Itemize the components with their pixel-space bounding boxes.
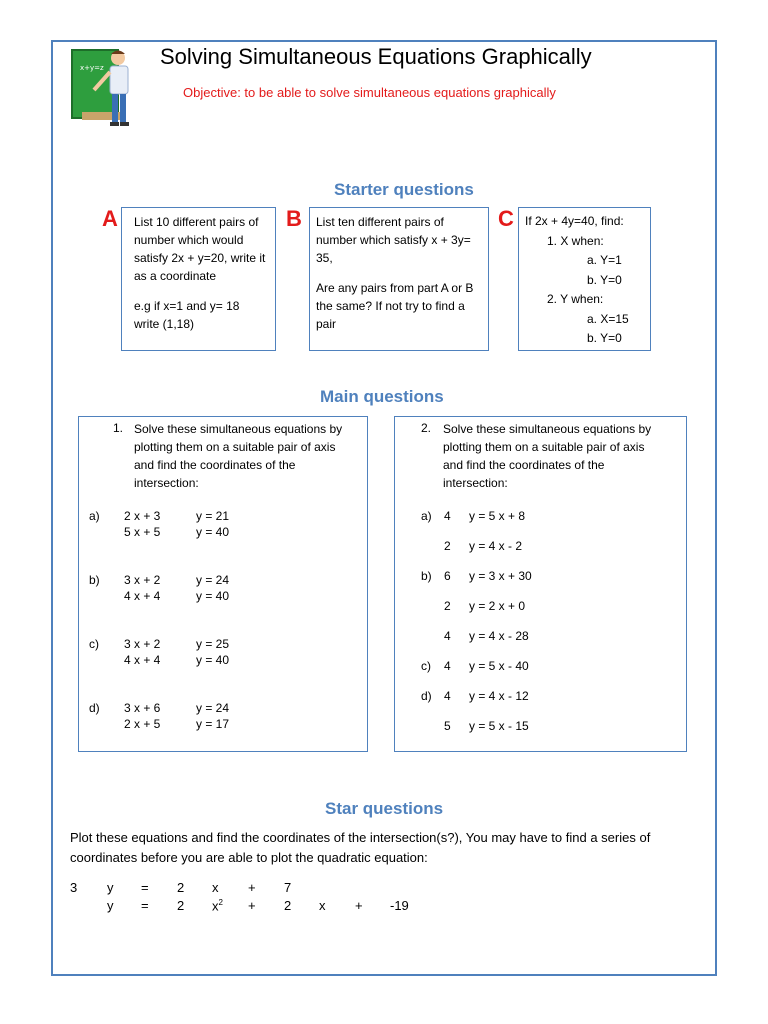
teacher-clipart-icon — [70, 44, 142, 128]
objective: Objective: to be able to solve simultaneous equations graphically — [183, 85, 556, 100]
q2-row-label: d) — [421, 689, 432, 703]
q1-number: 1. — [113, 421, 124, 435]
starter-letter-b: B — [286, 206, 302, 231]
star-text: Plot these equations and find the coordinates of the intersection(s?), You may have to find a series of coordinates before you are able to plot the quadratic equation: — [70, 830, 651, 865]
q1-eq-right: y = 40 — [196, 653, 230, 667]
starter-a-example: write (1,18) — [134, 317, 195, 331]
q1-item-label: d) — [89, 701, 100, 715]
starter-a-line: List 10 different pairs of — [134, 215, 259, 229]
q2-row-label: a) — [421, 509, 432, 523]
starter-c-q2a: a. X=15 — [587, 311, 629, 326]
q1-eq-left: 3 x + 2 — [124, 573, 161, 587]
starter-box-c — [518, 207, 651, 351]
q2-row-coef: 5 — [444, 719, 451, 733]
q1-eq-left: 2 x + 3 — [124, 509, 161, 523]
svg-text:x+y=z: x+y=z — [80, 64, 104, 72]
star-eq1-term: 2 — [177, 880, 185, 895]
starter-b-more: Are any pairs from part A or B — [316, 281, 474, 295]
star-eq2-term: $x^2$ — [212, 898, 223, 914]
starter-box-b — [309, 207, 489, 351]
starter-a-line: as a coordinate — [134, 269, 217, 283]
star-eq2-term: y — [107, 898, 114, 913]
q1-item-label: c) — [89, 637, 99, 651]
starter-c-q2: 2. Y when: — [547, 292, 604, 306]
star-eq2-term: = — [141, 898, 149, 913]
starter-a-line: number which would — [134, 233, 244, 247]
starter-c-q1b: b. Y=0 — [587, 272, 622, 287]
star-eq2-term: x — [319, 898, 326, 913]
q1-eq-left: 3 x + 2 — [124, 637, 161, 651]
q1-eq-right: y = 21 — [196, 509, 230, 523]
q2-row-coef: 4 — [444, 629, 451, 643]
q1-item-label: b) — [89, 573, 100, 587]
starter-b-line: 35, — [316, 251, 333, 265]
q2-row-eq: y = 5 x + 8 — [469, 509, 526, 523]
q2-row-coef: 2 — [444, 599, 451, 613]
q2-row-coef: 4 — [444, 659, 451, 673]
starter-heading: Starter questions — [334, 180, 474, 199]
starter-c-q2b: b. Y=0 — [587, 331, 622, 345]
q1-eq-left: 3 x + 6 — [124, 701, 161, 715]
starter-c-intro: If 2x + 4y=40, find: — [525, 214, 624, 228]
main-box-q2 — [394, 416, 687, 752]
q2-row-eq: y = 5 x - 40 — [469, 659, 529, 673]
q2-row-label: b) — [421, 569, 432, 583]
star-eq1-term: 7 — [284, 880, 292, 895]
star-eq2-term: + — [248, 898, 256, 913]
q2-row-eq: y = 4 x - 28 — [469, 629, 529, 643]
q2-row-coef: 4 — [444, 509, 451, 523]
q1-eq-left: 4 x + 4 — [124, 653, 161, 667]
star-eq2-term: 2 — [284, 898, 292, 913]
q1-eq-right: y = 24 — [196, 573, 230, 587]
star-eq1-term: + — [248, 880, 256, 895]
q2-number: 2. — [421, 421, 432, 435]
q2-row-coef: 2 — [444, 539, 451, 553]
q2-text: and find the coordinates of the — [443, 458, 605, 472]
q2-row-eq: y = 4 x - 12 — [469, 689, 529, 703]
starter-c-q1a: a. Y=1 — [587, 253, 622, 267]
q1-text: intersection: — [134, 476, 199, 490]
star-heading: Star questions — [325, 799, 444, 818]
page-title: Solving Simultaneous Equations Graphically — [160, 44, 592, 69]
starter-b-line: List ten different pairs of — [316, 215, 444, 229]
starter-b-more: pair — [316, 317, 337, 331]
q2-text: intersection: — [443, 476, 508, 490]
main-heading: Main questions — [320, 387, 444, 406]
starter-a-line: satisfy 2x + y=20, write it — [134, 251, 266, 265]
q1-text: and find the coordinates of the — [134, 458, 296, 472]
q2-row-eq: y = 2 x + 0 — [469, 599, 526, 613]
star-eq2-exponent: 2 — [218, 898, 223, 907]
q1-eq-left: 2 x + 5 — [124, 717, 161, 731]
q1-eq-right: y = 40 — [196, 589, 230, 603]
star-eq2-term: + — [355, 898, 363, 913]
q2-row-coef: 6 — [444, 569, 451, 583]
q2-row-eq: y = 4 x - 2 — [469, 539, 523, 553]
q1-eq-left: 4 x + 4 — [124, 589, 161, 603]
starter-letter-c: C — [498, 206, 514, 231]
star-eq1-term: 3 — [70, 880, 78, 895]
q2-row-label: c) — [421, 659, 431, 673]
q2-row-eq: y = 5 x - 15 — [469, 719, 529, 733]
q2-text: Solve these simultaneous equations by — [443, 422, 652, 436]
q1-item-label: a) — [89, 509, 100, 523]
star-eq1-term: = — [141, 880, 149, 895]
starter-letter-a: A — [102, 206, 118, 231]
starter-c-q1: 1. X when: — [547, 233, 604, 248]
starter-a-example: e.g if x=1 and y= 18 — [134, 299, 240, 313]
q1-eq-right: y = 17 — [196, 717, 230, 731]
q1-text: Solve these simultaneous equations by — [134, 422, 343, 436]
starter-b-line: number which satisfy x + 3y= — [316, 233, 471, 247]
star-eq2-term: 2 — [177, 898, 185, 913]
star-eq1-term: y — [107, 880, 114, 895]
q1-text: plotting them on a suitable pair of axis — [134, 440, 336, 454]
q2-row-coef: 4 — [444, 689, 451, 703]
q2-text: plotting them on a suitable pair of axis — [443, 440, 645, 454]
q1-eq-right: y = 25 — [196, 637, 230, 651]
main-box-q1 — [78, 416, 368, 752]
q1-eq-right: y = 40 — [196, 525, 230, 539]
q2-row-eq: y = 3 x + 30 — [469, 569, 532, 583]
star-eq1-term: x — [212, 880, 219, 895]
starter-b-more: the same? If not try to find a — [316, 299, 465, 313]
q1-eq-left: 5 x + 5 — [124, 525, 161, 539]
starter-box-a — [121, 207, 276, 351]
q1-eq-right: y = 24 — [196, 701, 230, 715]
star-eq2-term: -19 — [390, 898, 409, 913]
